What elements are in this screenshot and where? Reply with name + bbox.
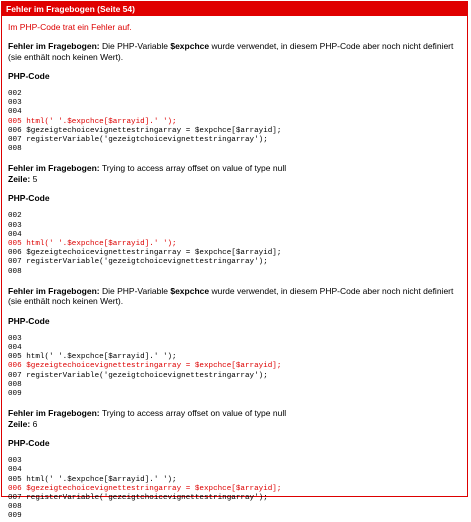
code-listing (8, 90, 461, 154)
error-text: wurde verwendet, in diesem PHP-Code aber noch nicht definiert (sie enthält noch keinen Wert). (8, 41, 454, 62)
php-code-heading: PHP-Code (8, 193, 50, 204)
error-blocks (8, 41, 461, 522)
code-listing (8, 457, 461, 521)
variable-name: $expchce (170, 41, 210, 51)
code-line: 003 (8, 221, 22, 230)
code-line: 009 (8, 512, 22, 521)
error-block (8, 41, 461, 154)
php-code-heading: PHP-Code (8, 71, 50, 81)
error-text: Die PHP-Variable (102, 285, 171, 296)
code-line: 008 (8, 267, 22, 276)
line-number: 5 (32, 173, 38, 184)
line-label: Zeile: (8, 418, 31, 429)
error-message (8, 41, 461, 62)
error-block (8, 408, 461, 521)
error-message (8, 408, 461, 429)
code-line: 002 (8, 90, 22, 98)
error-text: wurde verwendet, in diesem PHP-Code aber noch nicht definiert (sie enthält noch keinen Wert). (8, 285, 454, 307)
error-line-info (8, 419, 461, 430)
code-line: 005 html(' '.$expchce[$arrayid].' '); (8, 117, 177, 126)
code-listing (8, 212, 461, 276)
code-line: 007 registerVariable('gezeigtchoicevignettestringarray'); (8, 371, 268, 380)
error-text: Trying to access array offset on value of type null (101, 163, 287, 174)
line-label: Zeile: (8, 173, 31, 184)
code-line: 007 registerVariable('gezeigtchoicevignettestringarray'); (8, 136, 268, 145)
code-line: 003 (8, 334, 22, 343)
code-line: 007 registerVariable('gezeigtchoicevignettestringarray'); (8, 494, 268, 503)
code-line: 004 (8, 466, 22, 475)
error-label: Fehler im Fragebogen: (8, 41, 100, 51)
code-line: 005 html(' '.$expchce[$arrayid].' '); (8, 240, 177, 249)
error-message (8, 163, 461, 184)
code-line: 004 (8, 230, 22, 239)
php-code-heading: PHP-Code (8, 438, 50, 449)
variable-name: $expchce (170, 285, 210, 296)
code-line: 008 (8, 145, 22, 154)
code-line: 009 (8, 390, 22, 399)
code-listing (8, 335, 461, 399)
code-line: 003 (8, 99, 22, 108)
code-line: 002 (8, 212, 22, 221)
error-message (8, 286, 461, 307)
line-number: 6 (32, 418, 38, 429)
code-line: 003 (8, 457, 22, 466)
intro-message: Im PHP-Code trat ein Fehler auf. (8, 22, 132, 32)
code-line: 006 $gezeigtechoicevignettestringarray = $expchce[$arrayid]; (8, 484, 282, 493)
code-line: 005 html(' '.$expchce[$arrayid].' '); (8, 475, 177, 484)
error-label: Fehler im Fragebogen: (8, 408, 100, 419)
php-code-heading: PHP-Code (8, 315, 50, 326)
code-line: 006 $gezeigtechoicevignettestringarray = $expchce[$arrayid]; (8, 362, 282, 371)
code-line: 008 (8, 503, 22, 512)
code-line: 006 $gezeigtechoicevignettestringarray = $expchce[$arrayid]; (8, 249, 282, 258)
code-line: 006 $gezeigtechoicevignettestringarray = $expchce[$arrayid]; (8, 126, 282, 135)
error-text: Trying to access array offset on value of type null (101, 408, 287, 419)
panel-title: Fehler im Fragebogen (Seite 54) (2, 2, 467, 16)
code-line: 004 (8, 344, 22, 353)
error-label: Fehler im Fragebogen: (8, 163, 100, 174)
panel-content (2, 16, 467, 522)
code-line: 005 html(' '.$expchce[$arrayid].' '); (8, 353, 177, 362)
code-line: 008 (8, 380, 22, 389)
error-label: Fehler im Fragebogen: (8, 285, 100, 296)
error-panel (1, 1, 468, 521)
error-block (8, 163, 461, 276)
error-text: Die PHP-Variable (102, 41, 171, 51)
error-block (8, 286, 461, 399)
code-line: 004 (8, 108, 22, 117)
error-line-info (8, 174, 461, 185)
code-line: 007 registerVariable('gezeigtchoicevignettestringarray'); (8, 258, 268, 267)
